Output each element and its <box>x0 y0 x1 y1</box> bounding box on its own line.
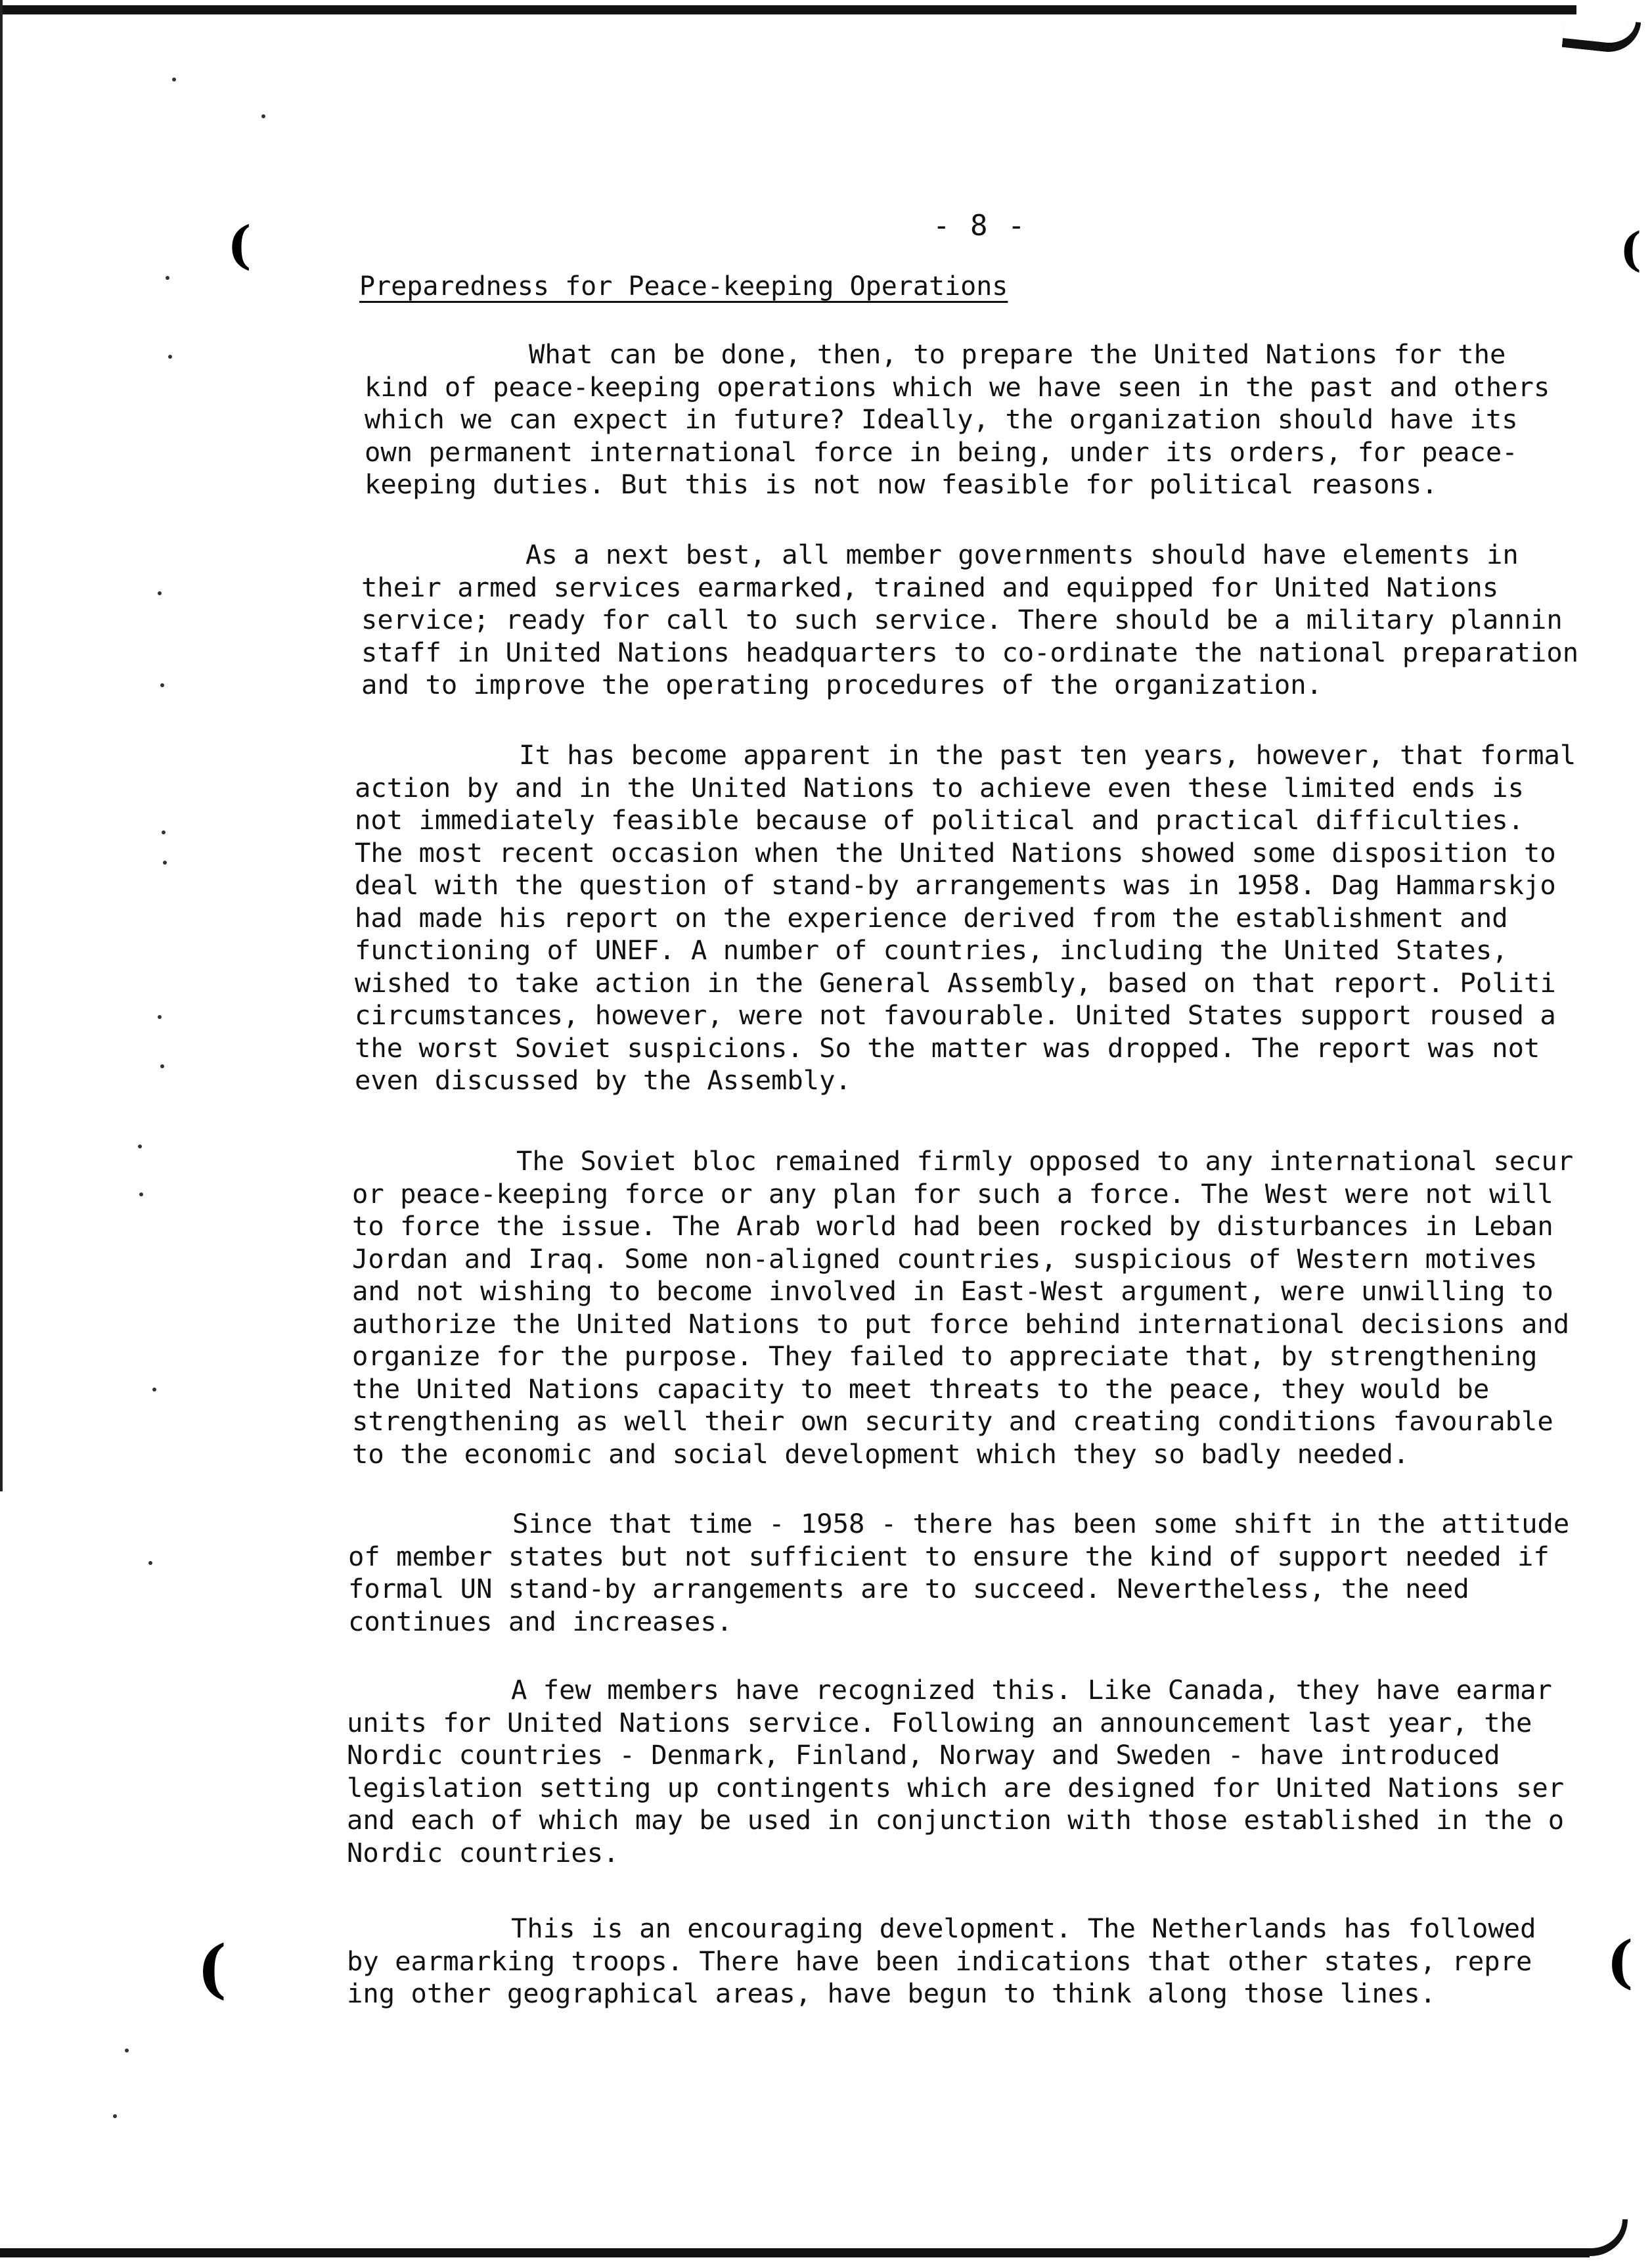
paragraph: A few members have recognized this. Like Canada, they have earmar units for United Nations service. Following an announcement last year, the Nordic countries - Denmark, Finland, Norway and Sweden - have introduced legislation setting up contingents which are designed for United Nations ser and each of which may be used in conjunction with those established in the o Nordic countries. <box>347 1674 1565 1868</box>
binding-mark-top-left: ( <box>227 215 252 275</box>
scan-speck <box>160 683 164 687</box>
section-heading: Preparedness for Peace-keeping Operations <box>359 271 1008 302</box>
binding-mark-bottom-left: ( <box>197 1932 227 2006</box>
paragraph: What can be done, then, to prepare the United Nations for the kind of peace-keeping operations which we have seen in the past and others which we can expect in future? Ideally, the organization should have its own permanent international force in being, under its orders, for peace- keeping duties. But this is not now feasible for political reasons. <box>365 338 1550 500</box>
scan-speck <box>160 1064 164 1068</box>
left-page-edge <box>0 0 3 1491</box>
scan-speck <box>139 1192 143 1196</box>
scan-speck <box>158 591 162 595</box>
scan-speck <box>152 1388 156 1392</box>
bottom-border-curl <box>1583 2219 1628 2256</box>
page-number: - 8 - <box>933 209 1027 242</box>
paragraph: As a next best, all member governments should have elements in their armed services earmarked, trained and equipped for United Nations service; ready for call to such service. There should be a military plannin staff in United Nations headquarters to co-ordinate the national preparation and to improve the operating procedures of the organization. <box>361 539 1579 700</box>
scan-speck <box>158 1015 162 1019</box>
scan-speck <box>261 114 265 118</box>
top-border-curl <box>1562 14 1641 55</box>
scan-speck <box>166 276 169 280</box>
paragraph: It has become apparent in the past ten years, however, that formal action by and in the United Nations to achieve even these limited ends is not immediately feasible because of political and practical difficulties. The most recent occasion when the United Nations showed some disposition to deal with the question of stand-by arrangements was in 1958. Dag Hammarskjo had made his report on the experience derived from the establishment and functioning of UNEF. A number of countries, including the United States, wished to take action in the General Assembly, based on that report. Politi circumstances, however, were not favourable. United States support roused a the worst Soviet suspicions. So the matter was dropped. The report was not even discussed by the Assembly. <box>355 739 1576 1096</box>
paragraph: The Soviet bloc remained firmly opposed to any international secur or peace-keeping force or any plan for such a force. The West were not will to force the issue. The Arab world had been rocked by disturbances in Leban Jordan and Iraq. Some non-aligned countries, suspicious of Western motives and not wishing to become involved in East-West argument, were unwilling to authorize the United Nations to put force behind international decisions and organize for the purpose. They failed to appreciate that, by strengthening the United Nations capacity to meet threats to the peace, they would be strengthening as well their own security and creating conditions favourable to the economic and social development which they so badly needed. <box>352 1145 1574 1470</box>
scan-speck <box>168 355 172 359</box>
scan-speck <box>113 2114 117 2118</box>
paragraph: This is an encouraging development. The Netherlands has followed by earmarking troops. There have been indications that other states, repre ing other geographical areas, have begun to think along those lines. <box>347 1913 1536 2009</box>
scan-speck <box>163 861 167 865</box>
scan-speck <box>148 1561 152 1565</box>
scan-speck <box>172 78 176 81</box>
binding-mark-bottom-right: ( <box>1607 1929 1634 1995</box>
binding-mark-top-right: ( <box>1620 222 1642 277</box>
scan-speck <box>125 2049 129 2052</box>
paragraph: Since that time - 1958 - there has been some shift in the attitude of member states but not sufficient to ensure the kind of support needed if formal UN stand-by arrangements are to succeed. Nevertheless, the need continues and increases. <box>348 1508 1570 1637</box>
scan-speck <box>162 830 166 834</box>
scan-speck <box>138 1144 142 1148</box>
bottom-border-line <box>0 2248 1590 2257</box>
top-border-line <box>0 5 1576 14</box>
